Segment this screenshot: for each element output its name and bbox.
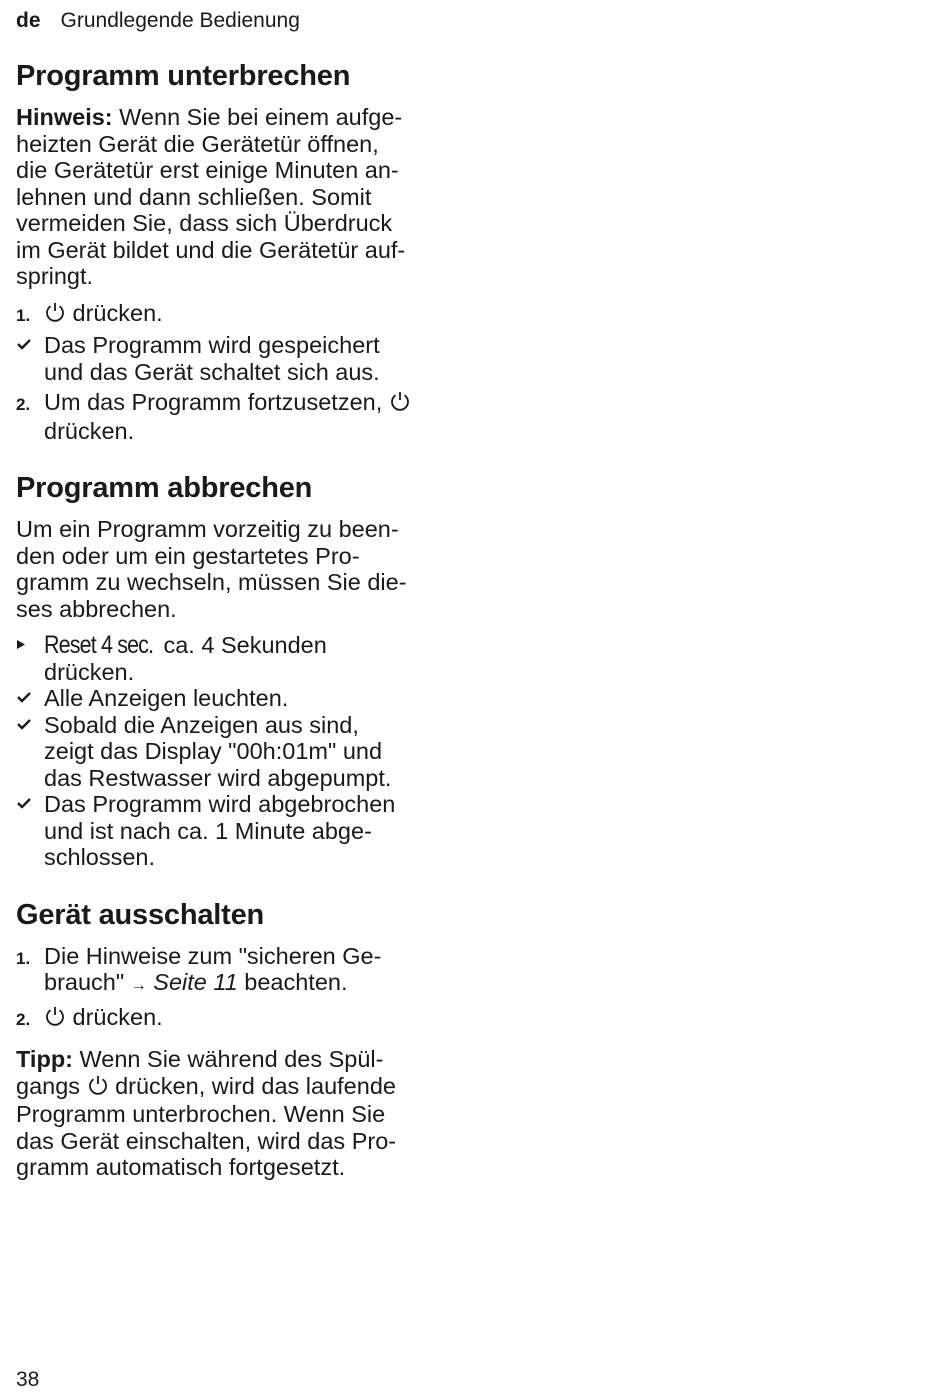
step-number: 1. bbox=[16, 948, 31, 968]
result-cancelled: Das Programm wird abgebrochen und ist nach ca. 1 Minute abge- schlossen. bbox=[16, 791, 456, 871]
note-label: Hinweis: bbox=[16, 104, 113, 130]
step-1-interrupt: 1. drücken. bbox=[16, 300, 456, 329]
result-display: Sobald die Anzeigen aus sind, zeigt das Display "00h:01m" und das Restwasser wird abgepumpt. bbox=[16, 712, 456, 792]
section-geraet-ausschalten bbox=[16, 897, 456, 1181]
heading-geraet-ausschalten: Gerät ausschalten bbox=[16, 898, 265, 931]
reset-button-label: Reset 4 sec. bbox=[44, 631, 154, 659]
intro-paragraph: Um ein Programm vorzeitig zu been- den oder um ein gestartetes Pro- gramm zu wechseln, müssen Sie die- ses abbrechen. bbox=[16, 516, 407, 622]
check-icon bbox=[16, 332, 40, 363]
step-2-off: 2. drücken. bbox=[16, 1004, 456, 1033]
arrow-right-icon: → bbox=[130, 977, 147, 994]
language-code: de bbox=[16, 9, 41, 32]
section-programm-abbrechen bbox=[16, 470, 456, 871]
power-icon bbox=[87, 1074, 109, 1102]
action-reset: Reset 4 sec. ca. 4 Sekunden drücken. bbox=[16, 632, 456, 685]
chapter-title: Grundlegende Bedienung bbox=[60, 9, 300, 32]
page-number: 38 bbox=[16, 1368, 40, 1391]
check-icon bbox=[16, 712, 40, 743]
step-2-interrupt: 2. Um das Programm fortzusetzen, drücken. bbox=[16, 389, 456, 444]
tip-paragraph: Tipp: Wenn Sie während des Spül- gangs drücken, wird das laufende Programm unterbrochen. Wenn Sie das Gerät einschalten, wird das Pro- gramm automatisch fortgesetzt. bbox=[16, 1046, 397, 1180]
check-icon bbox=[16, 791, 40, 822]
heading-programm-unterbrechen: Programm unterbrechen bbox=[16, 60, 351, 92]
step-1-off: 1. Die Hinweise zum "sicheren Ge- brauch" → Seite 11 beachten. bbox=[16, 942, 382, 995]
power-icon bbox=[44, 301, 66, 329]
power-icon bbox=[44, 1005, 66, 1033]
page-reference-link[interactable]: Seite 11 bbox=[153, 969, 238, 995]
heading-programm-abbrechen: Programm abbrechen bbox=[16, 472, 313, 504]
page-header bbox=[16, 8, 300, 34]
note-paragraph: Hinweis: Wenn Sie bei einem aufge- heizten Gerät die Gerätetür öffnen, die Gerätetür erst einige Minuten an- lehnen und dann schließen. Somit vermeiden Sie, dass sich Überdruck im Gerät bildet und die Gerätetür auf- springt. bbox=[16, 104, 406, 289]
tip-label: Tipp: bbox=[16, 1046, 73, 1072]
step-number: 2. bbox=[16, 1009, 31, 1029]
step-number: 2. bbox=[16, 395, 31, 414]
play-triangle-icon bbox=[16, 632, 40, 665]
content-column bbox=[16, 58, 456, 1181]
power-icon bbox=[389, 390, 411, 418]
result-saved: Das Programm wird gespeichert und das Gerät schaltet sich aus. bbox=[16, 332, 456, 385]
step-number: 1. bbox=[16, 305, 31, 325]
result-lights: Alle Anzeigen leuchten. bbox=[16, 685, 456, 712]
